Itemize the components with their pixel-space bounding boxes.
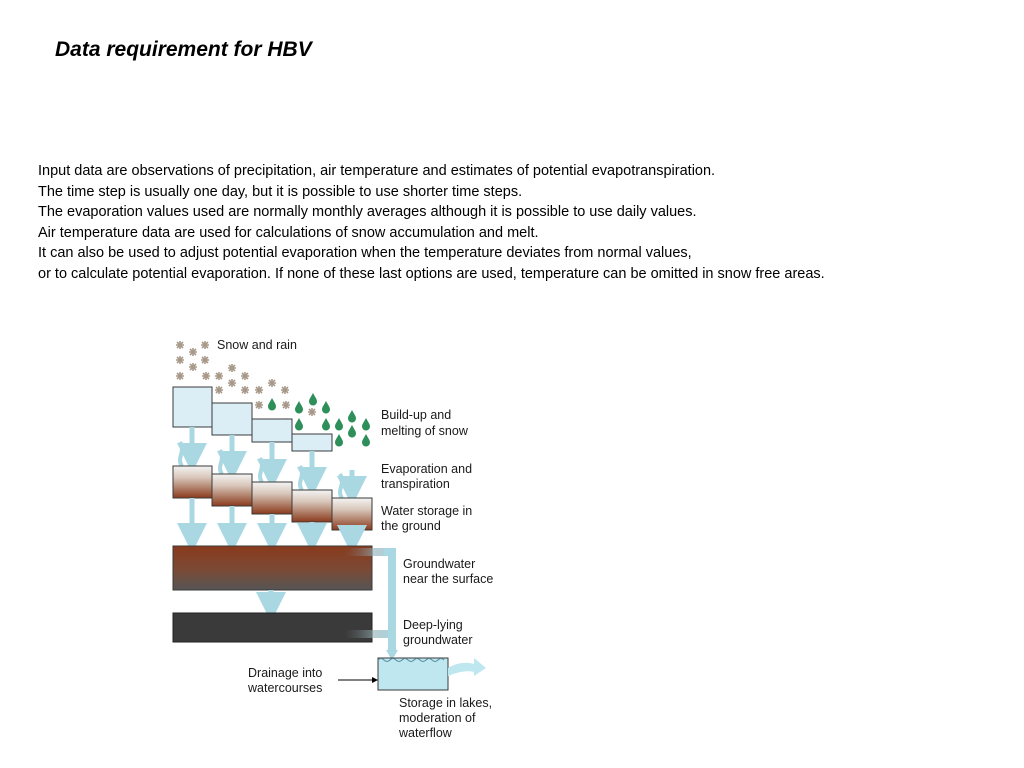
raindrop-icon <box>362 434 370 447</box>
raindrop-icon <box>335 418 343 431</box>
snowflake-icon <box>176 372 184 380</box>
body-line-2: The time step is usually one day, but it is possible to use shorter time steps. <box>38 183 523 200</box>
snowflake-icon <box>308 408 316 416</box>
raindrop-icon <box>362 418 370 431</box>
outflow-pipe-deep <box>344 630 392 638</box>
snowflake-icon <box>215 372 223 380</box>
raindrop-icon <box>335 434 343 447</box>
snowflake-icon <box>255 401 263 409</box>
label-groundwater-line2: near the surface <box>403 572 494 586</box>
body-line-1: Input data are observations of precipitation, air temperature and estimates of potential evapotranspiration. <box>38 163 716 179</box>
lake-storage-box <box>378 658 448 690</box>
snowflake-icon <box>281 386 289 394</box>
evaporation-arrow <box>220 450 222 474</box>
raindrop-icon <box>295 418 303 431</box>
snowflake-icon <box>189 348 197 356</box>
label-evaporation-line2: transpiration <box>381 477 450 491</box>
label-water-storage-line2: the ground <box>381 519 441 533</box>
raindrop-icon <box>322 418 330 431</box>
snowpack-box <box>292 434 332 451</box>
groundwater-upper-box <box>173 546 372 590</box>
evaporation-arrow <box>260 458 262 482</box>
evaporation-arrow <box>340 474 342 498</box>
raindrop-icon <box>309 393 317 406</box>
body-line-4: Air temperature data are used for calculations of snow accumulation and melt. <box>38 224 539 241</box>
snowflake-icon <box>176 341 184 349</box>
label-buildup-line2: melting of snow <box>381 424 468 438</box>
soil-box <box>292 490 332 522</box>
groundwater-deep-box <box>173 613 372 642</box>
snowflake-icon <box>268 379 276 387</box>
snowflake-icon <box>201 356 209 364</box>
drainage-pointer-head <box>372 677 378 683</box>
label-buildup-line1: Build-up and <box>381 408 452 422</box>
label-lakes-line1: Storage in lakes, <box>399 696 493 710</box>
soil-box <box>173 466 212 498</box>
raindrop-icon <box>295 401 303 414</box>
snowflake-icon <box>228 364 236 372</box>
label-drainage-line2: watercourses <box>248 681 323 695</box>
raindrop-icon <box>322 401 330 414</box>
snowflake-icon <box>201 341 209 349</box>
snowflake-icon <box>255 386 263 394</box>
soil-box <box>332 498 372 530</box>
label-drainage-line1: Drainage into <box>248 666 323 680</box>
soil-box <box>212 474 252 506</box>
snowpack-box <box>212 403 252 435</box>
snowflake-icon <box>282 401 290 409</box>
slide-title: Data requirement for HBV <box>55 38 312 61</box>
snowflake-icon <box>176 356 184 364</box>
body-text <box>38 161 1018 285</box>
snowflake-icon <box>241 386 249 394</box>
snowpack-box <box>252 419 292 442</box>
snowflake-icon <box>215 386 223 394</box>
raindrop-icon <box>348 425 356 438</box>
body-line-3: The evaporation values used are normally monthly averages although it is possible to use daily values. <box>38 204 697 221</box>
evaporation-arrow <box>180 442 182 466</box>
snowflake-icon <box>202 372 210 380</box>
snowflake-icon <box>241 372 249 380</box>
body-line-6: or to calculate potential evaporation. If none of these last options are used, temperature can be omitted in snow free areas. <box>38 265 825 282</box>
label-water-storage-line1: Water storage in <box>381 504 473 518</box>
body-line-5: It can also be used to adjust potential evaporation when the temperature deviates from normal values, <box>38 245 692 262</box>
label-deep-groundwater-line2: groundwater <box>403 633 473 647</box>
label-groundwater-line1: Groundwater <box>403 557 476 571</box>
snowpack-box <box>173 387 212 427</box>
lake-outflow-arrow <box>448 658 486 676</box>
label-snow-and-rain: Snow and rain <box>217 338 297 352</box>
label-lakes-line2: moderation of <box>399 711 476 725</box>
evaporation-arrow <box>300 466 302 490</box>
soil-box <box>252 482 292 514</box>
raindrop-icon <box>268 398 276 411</box>
snowflake-icon <box>228 379 236 387</box>
label-evaporation-line1: Evaporation and <box>381 462 473 476</box>
snowpack-boxes <box>173 387 332 451</box>
hbv-water-cycle-diagram <box>160 330 540 750</box>
label-lakes-line3: waterflow <box>399 726 452 740</box>
label-deep-groundwater-line1: Deep-lying <box>403 618 463 632</box>
raindrop-icon <box>348 410 356 423</box>
snowflake-icon <box>189 363 197 371</box>
